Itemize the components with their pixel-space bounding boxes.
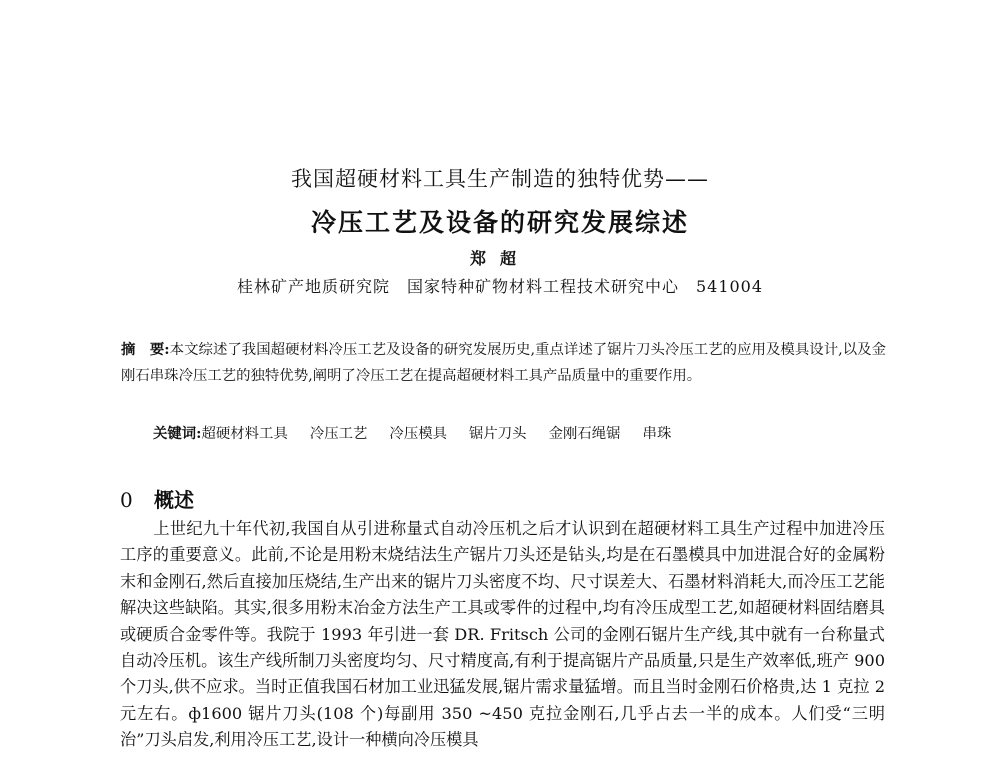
keyword: 冷压工艺 (309, 426, 368, 442)
section-title: 概述 (154, 488, 194, 512)
author-name: 郑超 (469, 249, 530, 268)
abstract-label: 摘 要: (121, 341, 170, 358)
keyword: 金刚石绳锯 (548, 426, 621, 442)
affiliation: 桂林矿产地质研究院 国家特种矿物材料工程技术研究中心 541004 (236, 277, 764, 296)
body-paragraph-text: 上世纪九十年代初,我国自从引进称量式自动冷压机之后才认识到在超硬材料工具生产过程中加进冷压工序的重要意义。此前,不论是用粉末烧结法生产锯片刀头还是钻头,均是在石墨模具中加进混合好的金属粉末和金刚石,然后直接加压烧结,生产出来的锯片刀头密度不均、尺寸误差大、石墨材料消耗大,而冷压工艺能解决这些缺陷。其实,很多用粉末冶金方法生产工具或零件的过程中,均有冷压成型工艺,如超硬材料固结磨具或硬质合金零件等。我院于 1993 年引进一套 DR. Fritsch 公司的金刚石锯片生产线,其中就有一台称量式自动冷压机。该生产线所制刀头密度均匀、尺寸精度高,有利于提高锯片产品质量,只是生产效率低,班产 900 个刀头,供不应求。当时正值我国石材加工业迅猛发展,锯片需求量猛增。而且当时金刚石价格贵,达 1 克拉 2 元左右。ф1600 锯片刀头(108 个)每副用 350 ~450 克拉金刚石,几乎占去一半的成本。人们受“三明治”刀头启发,利用冷压工艺,设计一种横向冷压模具 (120, 519, 885, 750)
section-heading (120, 484, 194, 513)
title-line-2: 冷压工艺及设备的研究发展综述 (310, 208, 689, 237)
keywords-label: 关键词: (153, 425, 202, 442)
body-paragraph (120, 516, 885, 754)
section-number: 0 (120, 488, 133, 512)
keywords (153, 424, 893, 444)
keyword: 串珠 (642, 426, 672, 442)
title-line-1: 我国超硬材料工具生产制造的独特优势—— (291, 167, 709, 191)
keyword: 冷压模具 (389, 426, 447, 442)
keyword: 超硬材料工具 (201, 426, 288, 442)
keyword: 锯片刀头 (469, 426, 527, 442)
abstract-text: 本文综述了我国超硬材料冷压工艺及设备的研究发展历史,重点详述了锯片刀头冷压工艺的应用及模具设计,以及金刚石串珠冷压工艺的独特优势,阐明了冷压工艺在提高超硬材料工具产品质量中的重要作用。 (121, 342, 886, 384)
abstract (121, 337, 886, 389)
